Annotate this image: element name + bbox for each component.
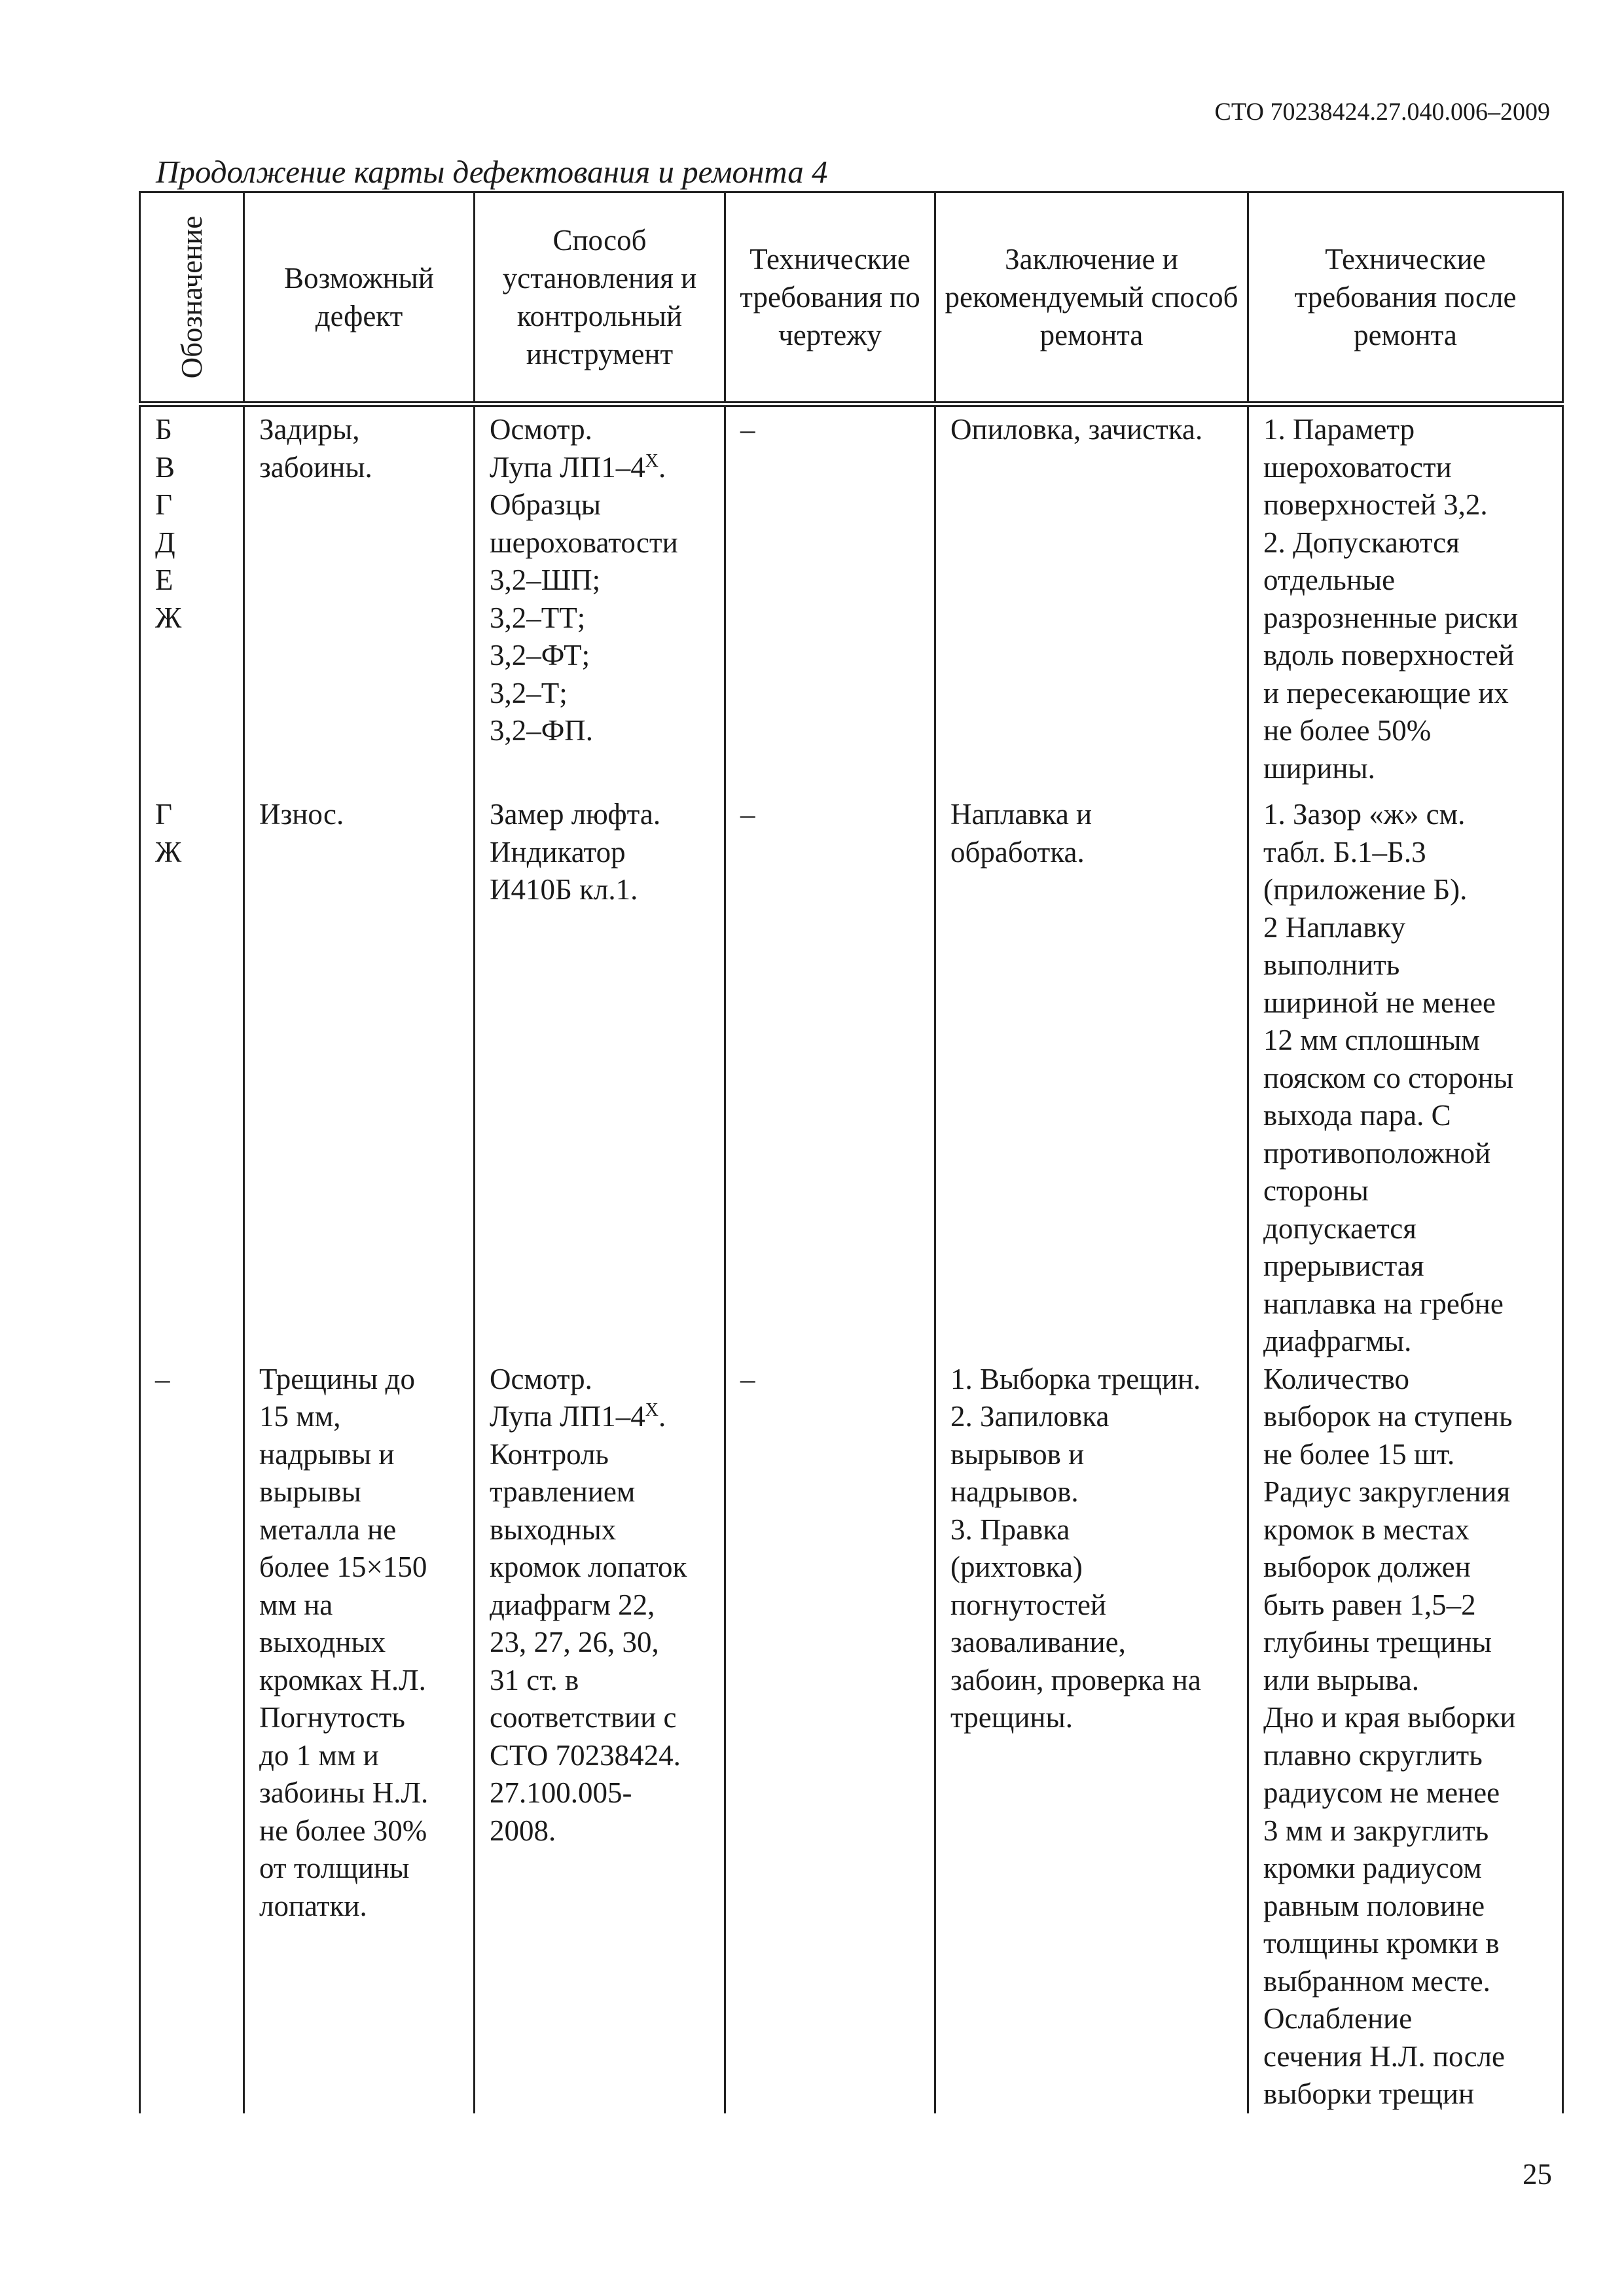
cell-text-line: Опиловка, зачистка. bbox=[950, 413, 1203, 446]
cell-text-line: Г bbox=[155, 798, 173, 831]
cell-text-line: Погнутость bbox=[259, 1701, 405, 1734]
table-header-row bbox=[140, 192, 1563, 404]
cell-text-line: 15 мм, bbox=[259, 1400, 341, 1433]
cell-text-line: и пересекающие их bbox=[1263, 676, 1509, 709]
superscript: Х bbox=[645, 450, 659, 471]
cell-text-line: Контроль bbox=[490, 1437, 609, 1471]
cell-text-line: табл. Б.1–Б.3 bbox=[1263, 835, 1426, 869]
cell-text-line: Д bbox=[155, 526, 175, 559]
cell-method bbox=[475, 1361, 725, 2113]
cell-drawing-requirements: – bbox=[725, 796, 935, 1361]
cell-designation bbox=[140, 404, 244, 797]
cell-text-line: глубины трещины bbox=[1263, 1626, 1492, 1659]
cell-text-line: Лупа $ЛП1-4^Х$. bbox=[490, 450, 666, 484]
cell-text-line: выборок должен bbox=[1263, 1551, 1471, 1583]
cell-text-line: 27.100.005- bbox=[490, 1776, 632, 1809]
column-header-designation: Обозначение bbox=[140, 192, 244, 404]
cell-text-line: 3 мм и закруглить bbox=[1263, 1814, 1489, 1847]
cell-text-line: от толщины bbox=[259, 1852, 410, 1884]
cell-text-line: более 15×150 bbox=[259, 1551, 427, 1583]
cell-text-line: шероховатости bbox=[1263, 450, 1452, 484]
cell-text-line: кромки радиусом bbox=[1263, 1852, 1482, 1884]
cell-text-line: пояском со стороны bbox=[1263, 1061, 1513, 1094]
cell-text-line: Задиры, bbox=[259, 413, 360, 446]
cell-text-line: до 1 мм и bbox=[259, 1738, 379, 1772]
cell-text-line: не более 50% bbox=[1263, 714, 1432, 747]
cell-text-line: вырывов и bbox=[950, 1437, 1085, 1471]
cell-text-line: выборки трещин bbox=[1263, 2077, 1475, 2110]
cell-text-line: Замер люфта. bbox=[490, 798, 661, 831]
cell-text-line: Износ. bbox=[259, 798, 344, 831]
cell-text-line: отдельные bbox=[1263, 564, 1396, 596]
cell-text-line: металла не bbox=[259, 1513, 397, 1546]
cell-text-line: Наплавка и bbox=[950, 798, 1092, 831]
cell-text-line: (приложение Б). bbox=[1263, 873, 1468, 906]
cell-text-line: прерывистая bbox=[1263, 1249, 1424, 1282]
cell-designation bbox=[140, 1361, 244, 2113]
cell-after-repair-requirements bbox=[1248, 796, 1563, 1361]
cell-text-line: не более 30% bbox=[259, 1814, 427, 1847]
cell-text-line: равным половине bbox=[1263, 1889, 1485, 1922]
cell-text-line: 1. Параметр bbox=[1263, 413, 1415, 446]
cell-designation bbox=[140, 796, 244, 1361]
cell-text-line: 3,2–ТТ; bbox=[490, 601, 586, 634]
cell-text-line: 2. Допускаются bbox=[1263, 526, 1460, 559]
cell-text-line: кромках Н.Л. bbox=[259, 1663, 426, 1696]
cell-text-line: плавно скруглить bbox=[1263, 1738, 1483, 1772]
cell-text-line: лопатки. bbox=[259, 1889, 367, 1922]
cell-text-line: кромок лопаток bbox=[490, 1551, 687, 1583]
cell-text-line: выходных bbox=[490, 1513, 617, 1546]
cell-text-line: выполнить bbox=[1263, 948, 1400, 981]
cell-text-line: радиусом не менее bbox=[1263, 1776, 1500, 1809]
cell-text-line: выходных bbox=[259, 1626, 386, 1659]
cell-text-line: Е bbox=[155, 564, 173, 596]
cell-text-line: Осмотр. bbox=[490, 1362, 592, 1395]
cell-text-line: шириной не менее bbox=[1263, 986, 1496, 1019]
cell-text-line: Б bbox=[155, 413, 172, 446]
cell-text-line: В bbox=[155, 450, 175, 484]
cell-text-line: ширины. bbox=[1263, 751, 1375, 785]
cell-text-line: сечения Н.Л. после bbox=[1263, 2039, 1505, 2073]
cell-text-line: Дно и края выборки bbox=[1263, 1701, 1516, 1734]
cell-text-line: диафрагм 22, bbox=[490, 1588, 655, 1621]
cell-text-line: СТО 70238424. bbox=[490, 1738, 681, 1772]
cell-defect bbox=[244, 1361, 475, 2113]
cell-text-line: обработка. bbox=[950, 835, 1085, 869]
page-number: 25 bbox=[1523, 2158, 1552, 2191]
cell-text-line: 3,2–ФТ; bbox=[490, 639, 590, 672]
cell-text-line: 3. Правка bbox=[950, 1513, 1070, 1546]
cell-text-line: трещины. bbox=[950, 1701, 1073, 1734]
column-header-drawing-requirements: Технические требования по чертежу bbox=[725, 192, 935, 404]
cell-text-line: травлением bbox=[490, 1475, 636, 1508]
column-header-repair-method: Заключение и рекомендуемый способ ремонта bbox=[935, 192, 1248, 404]
cell-text-line: противоположной bbox=[1263, 1136, 1491, 1170]
cell-text-line: наплавка на гребне bbox=[1263, 1287, 1504, 1320]
cell-text-line: 3,2–ШП; bbox=[490, 564, 601, 596]
table-row bbox=[140, 796, 1563, 1361]
cell-drawing-requirements: – bbox=[725, 1361, 935, 2113]
cell-text-line: кромок в местах bbox=[1263, 1513, 1470, 1546]
cell-text-line: поверхностей 3,2. bbox=[1263, 488, 1488, 521]
cell-text-line: Ослабление bbox=[1263, 2002, 1413, 2035]
cell-text-line: – bbox=[155, 1362, 170, 1395]
cell-text-line: мм на bbox=[259, 1588, 333, 1621]
cell-text-line: выхода пара. С bbox=[1263, 1099, 1451, 1132]
cell-text-line: или вырыва. bbox=[1263, 1663, 1419, 1696]
cell-text-line: 12 мм сплошным bbox=[1263, 1024, 1480, 1056]
cell-text-line: (рихтовка) bbox=[950, 1551, 1083, 1583]
cell-text-line: стороны bbox=[1263, 1174, 1369, 1207]
cell-text-line: Ж bbox=[155, 835, 182, 869]
cell-text-line: быть равен 1,5–2 bbox=[1263, 1588, 1476, 1621]
cell-text-line: Количество bbox=[1263, 1362, 1410, 1395]
cell-text-line: Трещины до bbox=[259, 1362, 415, 1395]
cell-text-line: толщины кромки в bbox=[1263, 1927, 1500, 1960]
cell-text-line: забоин, проверка на bbox=[950, 1663, 1201, 1696]
cell-text-line: И410Б кл.1. bbox=[490, 873, 638, 906]
cell-text-line: 23, 27, 26, 30, bbox=[490, 1626, 659, 1659]
cell-text-line: Образцы bbox=[490, 488, 601, 521]
cell-text-line: надрывы и bbox=[259, 1437, 395, 1471]
table-row bbox=[140, 1361, 1563, 2113]
cell-text-line: 3,2–Т; bbox=[490, 676, 568, 709]
cell-text-line: надрывов. bbox=[950, 1475, 1079, 1508]
cell-text-line: не более 15 шт. bbox=[1263, 1437, 1455, 1471]
table-row bbox=[140, 404, 1563, 797]
cell-repair-method bbox=[935, 404, 1248, 797]
cell-text-line: 2008. bbox=[490, 1814, 556, 1847]
cell-text-line: Г bbox=[155, 488, 173, 521]
cell-text-line: выборок на ступень bbox=[1263, 1400, 1513, 1433]
cell-after-repair-requirements bbox=[1248, 1361, 1563, 2113]
column-header-after-repair-requirements: Технические требования после ремонта bbox=[1248, 192, 1563, 404]
cell-text-line: 1. Зазор «ж» см. bbox=[1263, 798, 1466, 831]
cell-text-line: допускается bbox=[1263, 1211, 1416, 1245]
cell-text-line: вырывы bbox=[259, 1475, 361, 1508]
cell-text-line: Лупа $ЛП1-4^Х$. bbox=[490, 1400, 666, 1433]
cell-text-line: забоины. bbox=[259, 450, 372, 484]
cell-method bbox=[475, 796, 725, 1361]
cell-text-line: выбранном месте. bbox=[1263, 1964, 1490, 1998]
cell-repair-method bbox=[935, 1361, 1248, 2113]
cell-defect bbox=[244, 796, 475, 1361]
cell-text-line: Ж bbox=[155, 601, 182, 634]
cell-repair-method bbox=[935, 796, 1248, 1361]
table-caption: Продолжение карты дефектования и ремонта 4 bbox=[156, 154, 828, 190]
cell-text-line: 31 ст. в bbox=[490, 1663, 579, 1696]
cell-text-line: забоины Н.Л. bbox=[259, 1776, 429, 1809]
cell-text-line: разрозненные риски bbox=[1263, 601, 1519, 634]
document-code: СТО 70238424.27.040.006–2009 bbox=[1214, 98, 1550, 126]
column-header-method: Способ установления и контрольный инструмент bbox=[475, 192, 725, 404]
cell-text-line: Индикатор bbox=[490, 835, 626, 869]
cell-text-line: заоваливание, bbox=[950, 1626, 1126, 1659]
cell-text-line: погнутостей bbox=[950, 1588, 1107, 1621]
cell-text-line: Осмотр. bbox=[490, 413, 592, 446]
defect-repair-table bbox=[139, 191, 1562, 2108]
cell-text-line: шероховатости bbox=[490, 526, 678, 559]
cell-drawing-requirements: – bbox=[725, 404, 935, 797]
cell-text-line: вдоль поверхностей bbox=[1263, 639, 1515, 672]
superscript: Х bbox=[645, 1400, 659, 1420]
cell-after-repair-requirements bbox=[1248, 404, 1563, 797]
cell-text-line: соответствии с bbox=[490, 1701, 677, 1734]
cell-method bbox=[475, 404, 725, 797]
cell-text-line: 2 Наплавку bbox=[1263, 910, 1406, 944]
cell-defect bbox=[244, 404, 475, 797]
cell-text-line: 1. Выборка трещин. bbox=[950, 1362, 1201, 1395]
cell-text-line: диафрагмы. bbox=[1263, 1325, 1412, 1357]
cell-text-line: 3,2–ФП. bbox=[490, 714, 594, 747]
column-header-defect: Возможный дефект bbox=[244, 192, 475, 404]
cell-text-line: 2. Запиловка bbox=[950, 1400, 1110, 1433]
cell-text-line: Радиус закругления bbox=[1263, 1475, 1511, 1508]
